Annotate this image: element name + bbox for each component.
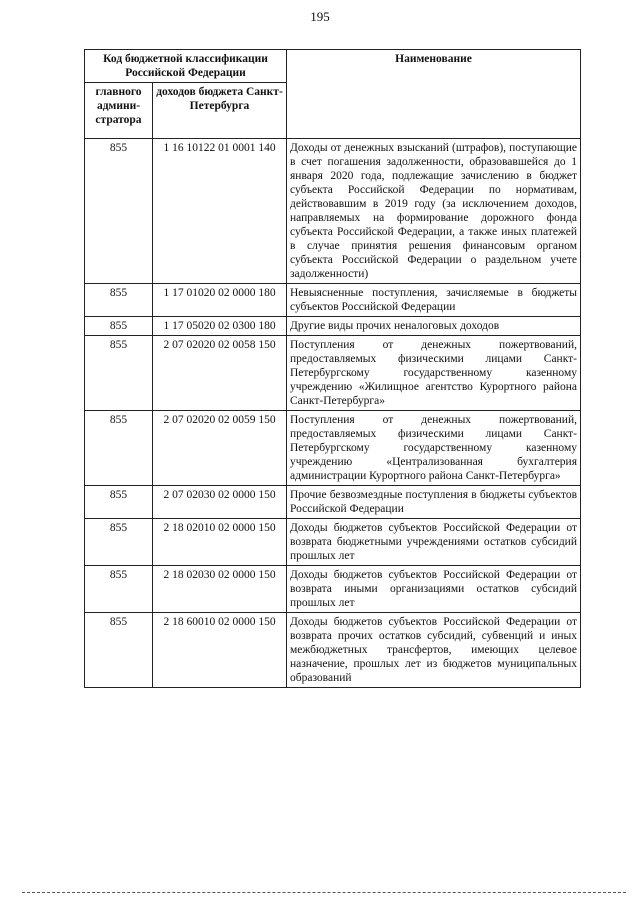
- page-number: 195: [310, 9, 330, 24]
- table-row: [85, 519, 581, 566]
- row-name: Доходы бюджетов субъектов Российской Федерации от возврата прочих остатков субсидий, субвенций и иных межбюджетных трансфертов, имеющих целевое назначение, прошлых лет из бюджетов муниципальных образований: [287, 613, 581, 688]
- row-admin-code: 855: [85, 139, 153, 284]
- row-name: Поступления от денежных пожертвований, предоставляемых физическими лицами Санкт-Петербургскому государственному казенному учреждению «Жилищное агентство Курортного района Санкт-Петербурга»: [287, 336, 581, 411]
- row-income-code: 2 07 02030 02 0000 150: [153, 486, 287, 519]
- row-admin-code: 855: [85, 486, 153, 519]
- row-name: Доходы от денежных взысканий (штрафов), поступающие в счет погашения задолженности, образовавшейся до 1 января 2020 года, подлежащие зачислению в бюджет субъекта Российской Федерации по нормативам, действовавшим в 2019 году (за исключением доходов, направляемых на формирование дорожного фонда субъекта Российской Федерации, а также иных платежей в случае принятия решения финансовым органом субъекта Российской Федерации о раздельном учете задолженности): [287, 139, 581, 284]
- table-row: [85, 139, 581, 284]
- row-name: Невыясненные поступления, зачисляемые в бюджеты субъектов Российской Федерации: [287, 284, 581, 317]
- row-income-code: 2 18 02030 02 0000 150: [153, 566, 287, 613]
- header-classification: Код бюджетной классификации Российской Федерации: [85, 50, 287, 83]
- row-income-code: 2 18 02010 02 0000 150: [153, 519, 287, 566]
- row-income-code: 1 17 01020 02 0000 180: [153, 284, 287, 317]
- header-name: Наименование: [287, 50, 581, 139]
- row-income-code: 2 07 02020 02 0058 150: [153, 336, 287, 411]
- row-income-code: 1 17 05020 02 0300 180: [153, 317, 287, 336]
- row-name: Доходы бюджетов субъектов Российской Федерации от возврата бюджетными учреждениями остатков субсидий прошлых лет: [287, 519, 581, 566]
- table-row: [85, 566, 581, 613]
- header-admin: главного админи-стратора: [85, 83, 153, 139]
- row-name: Поступления от денежных пожертвований, предоставляемых физическими лицами Санкт-Петербургскому государственному казенному учреждению «Централизованная бухгалтерия администрации Курортного района Санкт-Петербурга»: [287, 411, 581, 486]
- row-admin-code: 855: [85, 336, 153, 411]
- header-income: доходов бюджета Санкт-Петербурга: [153, 83, 287, 139]
- table-row: [85, 486, 581, 519]
- table-row: [85, 336, 581, 411]
- table-row: [85, 284, 581, 317]
- table-row: [85, 613, 581, 688]
- row-admin-code: 855: [85, 284, 153, 317]
- row-income-code: 2 07 02020 02 0059 150: [153, 411, 287, 486]
- row-admin-code: 855: [85, 566, 153, 613]
- row-name: Прочие безвозмездные поступления в бюджеты субъектов Российской Федерации: [287, 486, 581, 519]
- row-income-code: 1 16 10122 01 0001 140: [153, 139, 287, 284]
- row-name: Другие виды прочих неналоговых доходов: [287, 317, 581, 336]
- row-name: Доходы бюджетов субъектов Российской Федерации от возврата иными организациями остатков субсидий прошлых лет: [287, 566, 581, 613]
- row-admin-code: 855: [85, 317, 153, 336]
- footer-divider: [22, 892, 626, 893]
- row-admin-code: 855: [85, 519, 153, 566]
- budget-classification-table: [84, 49, 581, 688]
- row-admin-code: 855: [85, 613, 153, 688]
- table-row: [85, 317, 581, 336]
- row-admin-code: 855: [85, 411, 153, 486]
- row-income-code: 2 18 60010 02 0000 150: [153, 613, 287, 688]
- table-row: [85, 411, 581, 486]
